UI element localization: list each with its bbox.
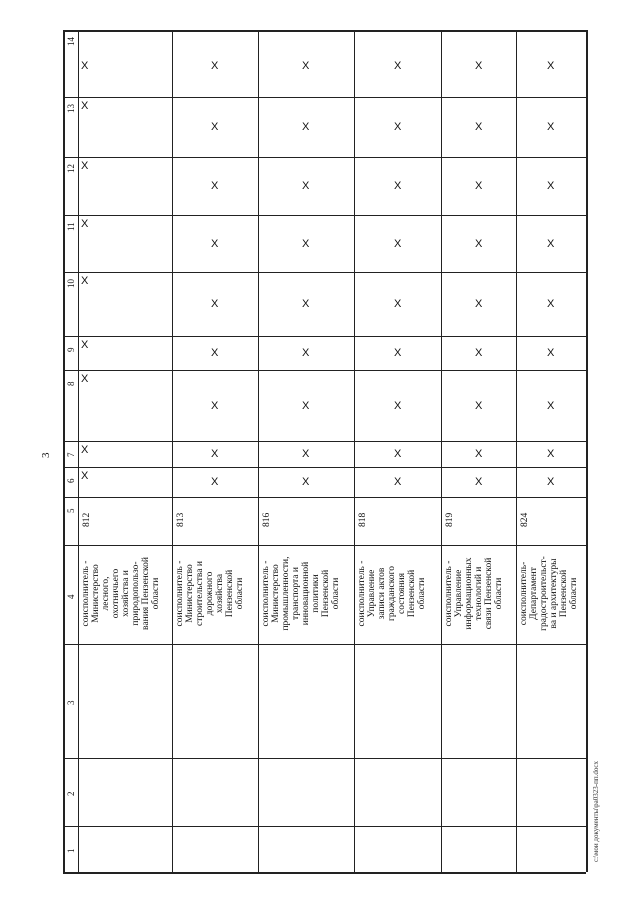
cell-x-mark: X [475, 347, 483, 359]
cell-x-mark: X [81, 339, 89, 351]
cell-x-mark: X [547, 121, 555, 133]
cell-x-mark: X [211, 60, 219, 72]
cell-x-mark: X [547, 60, 555, 72]
cell-x-mark: X [302, 399, 310, 412]
cell-executor-name: соисполнитель - Министерство промышленности, транспорта и инновационной политики Пензенской области [261, 556, 341, 631]
cell-code: 816 [262, 512, 272, 527]
cell-x-mark: X [81, 60, 89, 72]
cell-x-mark: X [475, 476, 483, 488]
column-header: 10 [66, 279, 76, 288]
cell-x-mark: X [475, 180, 483, 192]
footer-file-path: c:\мои документы\ра0323-пп.docx [592, 761, 600, 862]
cell-x-mark: X [81, 100, 89, 112]
cell-x-mark: X [475, 237, 483, 250]
cell-x-mark: X [211, 121, 219, 133]
cell-x-mark: X [394, 347, 402, 359]
column-header: 6 [66, 478, 76, 483]
table-rule [63, 97, 586, 98]
cell-x-mark: X [475, 448, 483, 460]
cell-x-mark: X [547, 448, 555, 460]
cell-x-mark: X [81, 218, 89, 230]
cell-code: 824 [520, 512, 530, 527]
cell-x-mark: X [302, 180, 310, 192]
cell-x-mark: X [394, 237, 402, 250]
cell-x-mark: X [81, 373, 89, 385]
cell-x-mark: X [211, 476, 219, 488]
cell-x-mark: X [394, 399, 402, 412]
cell-x-mark: X [547, 476, 555, 488]
column-header: 12 [66, 164, 76, 173]
table-rule [63, 441, 586, 442]
cell-x-mark: X [394, 476, 402, 488]
table-rule [63, 157, 586, 158]
column-header: 2 [66, 791, 76, 796]
cell-x-mark: X [302, 298, 310, 310]
column-header: 3 [66, 700, 76, 705]
table-rule [63, 497, 586, 498]
cell-x-mark: X [547, 180, 555, 192]
table-rule [63, 644, 586, 645]
column-header: 1 [66, 848, 76, 853]
column-header: 7 [66, 452, 76, 457]
cell-code: 812 [82, 512, 92, 527]
cell-x-mark: X [394, 121, 402, 133]
table-rule [63, 336, 586, 337]
cell-x-mark: X [302, 448, 310, 460]
table-rule [63, 467, 586, 468]
column-header: 4 [66, 594, 76, 599]
cell-code: 813 [176, 512, 186, 527]
table-rule [63, 272, 586, 273]
table-rule [63, 215, 586, 216]
cell-x-mark: X [302, 237, 310, 250]
table-rule [63, 758, 586, 759]
cell-executor-name: соисполнитель- Департамент градостроительст- ва и архитектуры Пензенской области [519, 556, 579, 631]
cell-x-mark: X [394, 298, 402, 310]
table-rule [63, 826, 586, 827]
column-header: 13 [66, 104, 76, 113]
column-header: 14 [66, 37, 76, 46]
table-rule [63, 545, 586, 546]
table-rule [63, 370, 586, 371]
cell-x-mark: X [81, 275, 89, 287]
cell-executor-name: соисполнитель - Управление информационных технологий и связи Пензенской области [444, 557, 504, 630]
cell-x-mark: X [302, 60, 310, 72]
column-header: 11 [66, 222, 76, 231]
table-rule [586, 30, 588, 872]
cell-x-mark: X [547, 298, 555, 310]
column-header: 8 [66, 381, 76, 386]
cell-x-mark: X [211, 298, 219, 310]
cell-x-mark: X [475, 298, 483, 310]
cell-x-mark: X [81, 444, 89, 456]
column-header: 9 [66, 347, 76, 352]
cell-x-mark: X [81, 160, 89, 172]
cell-x-mark: X [81, 470, 89, 482]
cell-x-mark: X [394, 60, 402, 72]
cell-x-mark: X [475, 399, 483, 412]
table-rule [63, 30, 586, 32]
cell-executor-name: соисполнитель - Министерство строительства и дорожного хозяйства Пензенской области [175, 560, 245, 627]
cell-x-mark: X [302, 347, 310, 359]
page-number: 3 [40, 452, 52, 458]
cell-x-mark: X [211, 399, 219, 412]
cell-x-mark: X [475, 121, 483, 133]
cell-x-mark: X [211, 180, 219, 192]
cell-executor-name: соисполнитель - Управление записи актов гражданского состояния Пензенской области [357, 560, 427, 627]
table-rule [63, 872, 586, 874]
cell-x-mark: X [211, 448, 219, 460]
column-header: 5 [66, 508, 76, 513]
cell-x-mark: X [547, 399, 555, 412]
cell-executor-name: соисполнитель - Министерство лесного, охотничьего хозяйства и природопользо- вания Пензенской области [81, 557, 161, 630]
cell-x-mark: X [302, 476, 310, 488]
cell-x-mark: X [302, 121, 310, 133]
cell-x-mark: X [547, 347, 555, 359]
cell-code: 818 [358, 512, 368, 527]
cell-x-mark: X [475, 60, 483, 72]
cell-x-mark: X [394, 448, 402, 460]
cell-x-mark: X [211, 237, 219, 250]
cell-code: 819 [445, 512, 455, 527]
cell-x-mark: X [547, 237, 555, 250]
cell-x-mark: X [211, 347, 219, 359]
cell-x-mark: X [394, 180, 402, 192]
